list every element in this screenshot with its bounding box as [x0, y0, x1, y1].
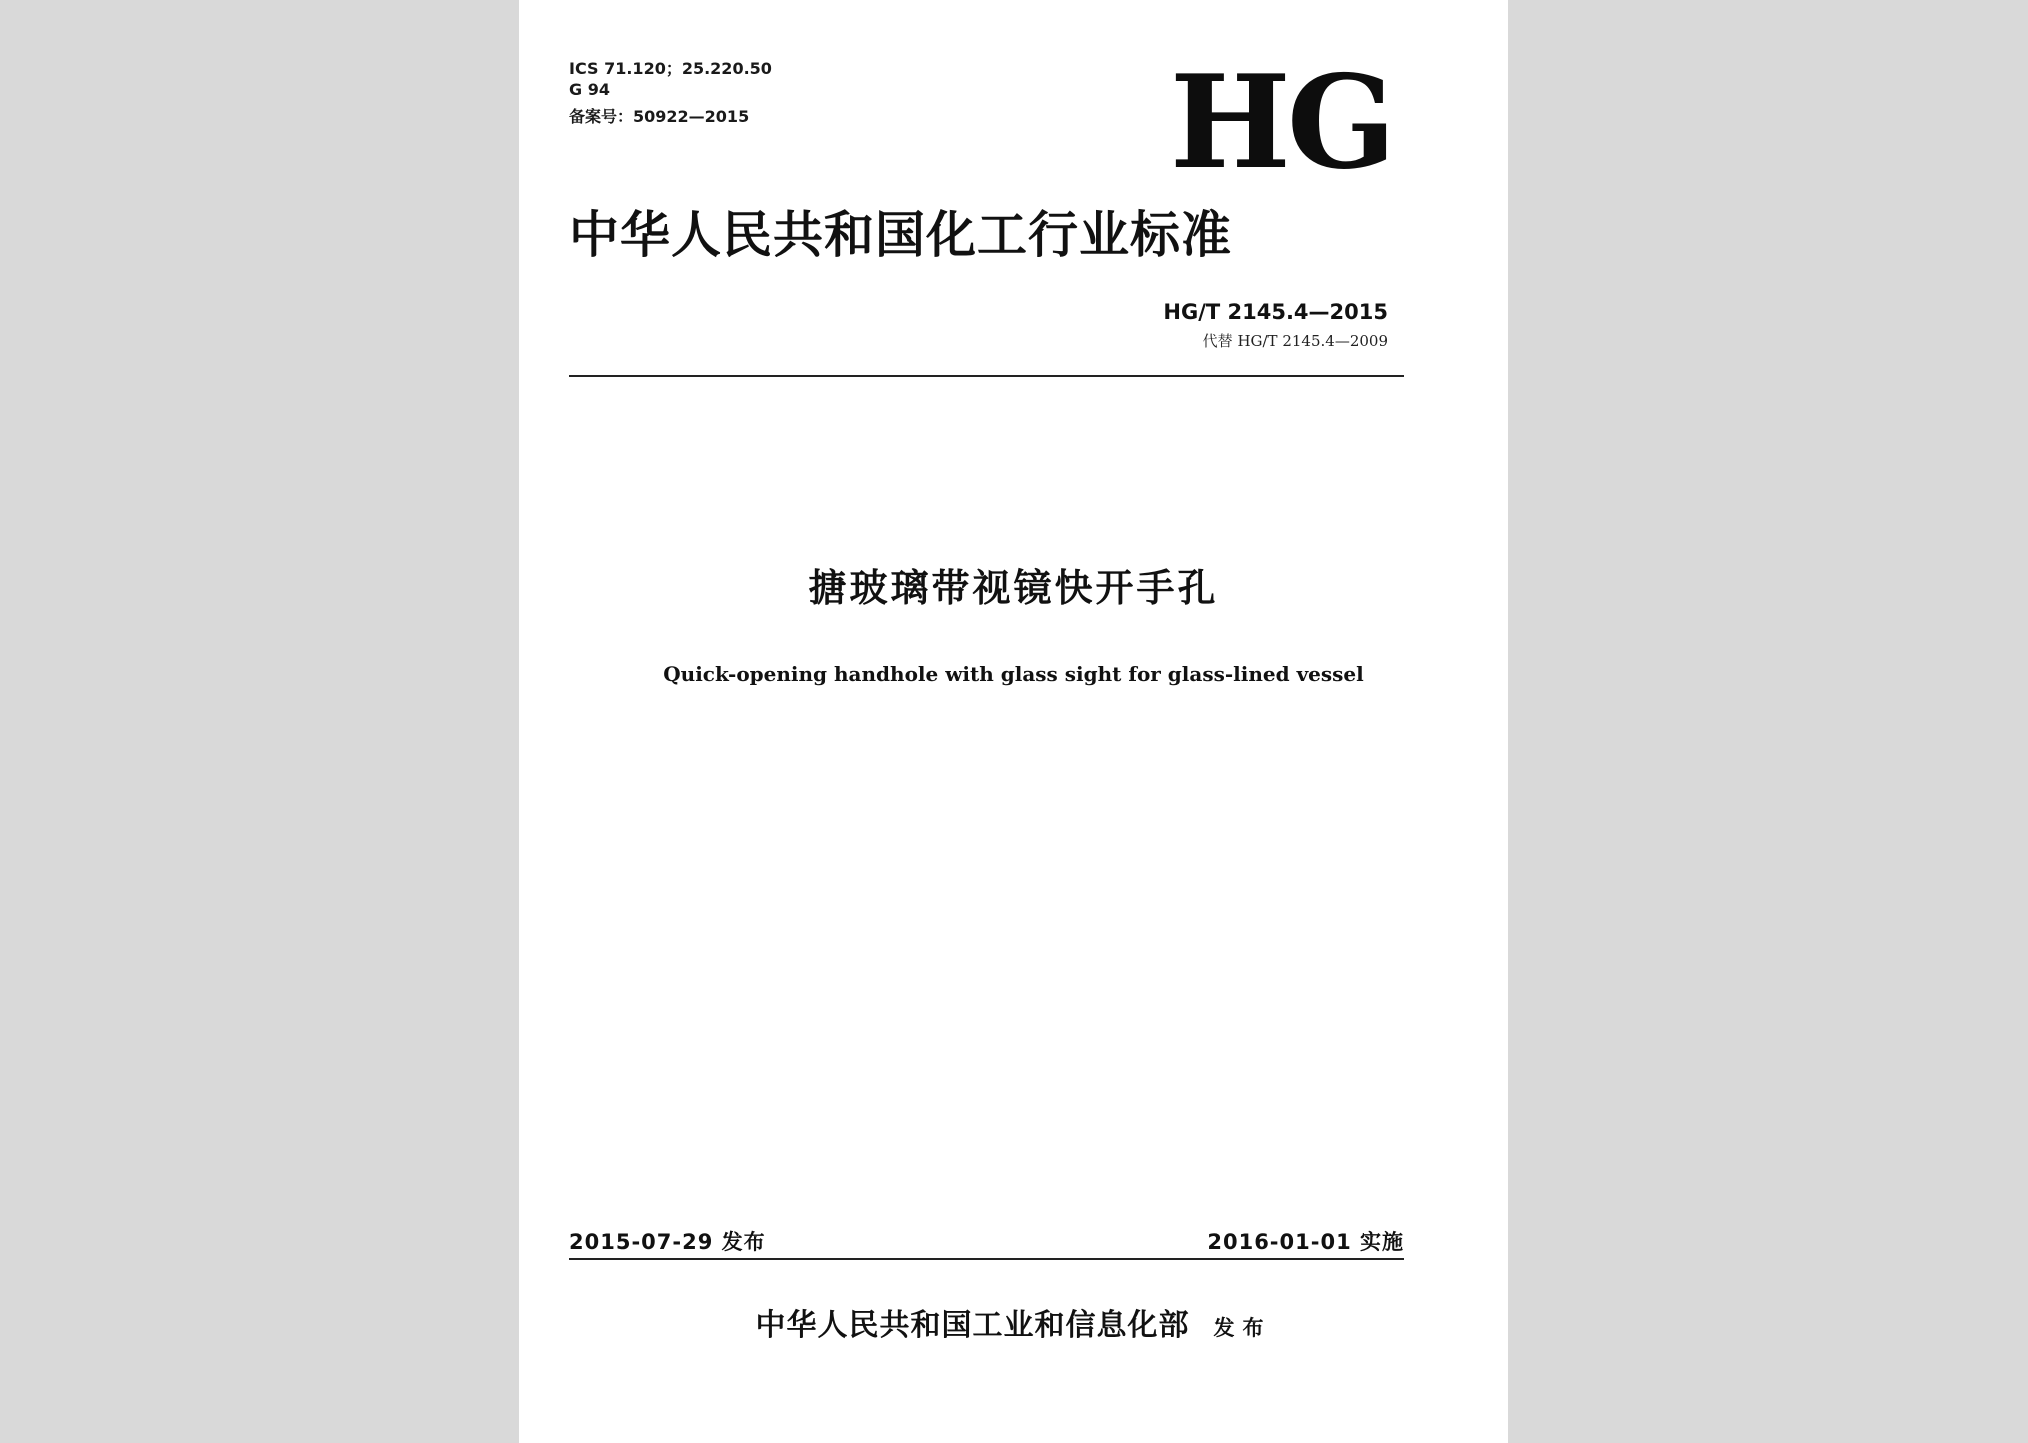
document-title-en: Quick-opening handhole with glass sight for glass-lined vessel: [663, 662, 1364, 686]
standard-number: HG/T 2145.4—2015: [1163, 300, 1388, 324]
implementation-date: 2016-01-01 实施: [1207, 1230, 1404, 1254]
document-page: [519, 0, 1508, 1443]
header-divider: [569, 375, 1404, 377]
replaces-standard: 代替 HG/T 2145.4—2009: [1202, 332, 1388, 350]
publisher-line: [519, 1305, 1508, 1349]
publish-action: 发布: [1213, 1316, 1272, 1340]
ccs-code: G 94: [569, 80, 610, 99]
standard-category-title: 中华人民共和国化工行业标准: [569, 206, 1232, 264]
issue-date: 2015-07-29 发布: [569, 1230, 766, 1254]
ics-code: ICS 71.120；25.220.50: [569, 59, 772, 78]
footer-divider: [569, 1258, 1404, 1260]
classification-block: [569, 58, 772, 127]
hg-logo: HG: [1169, 48, 1393, 198]
record-number: 备案号：50922—2015: [569, 107, 750, 126]
document-title-cn: 搪玻璃带视镜快开手孔: [808, 566, 1219, 610]
publisher-name: 中华人民共和国工业和信息化部: [755, 1308, 1190, 1343]
